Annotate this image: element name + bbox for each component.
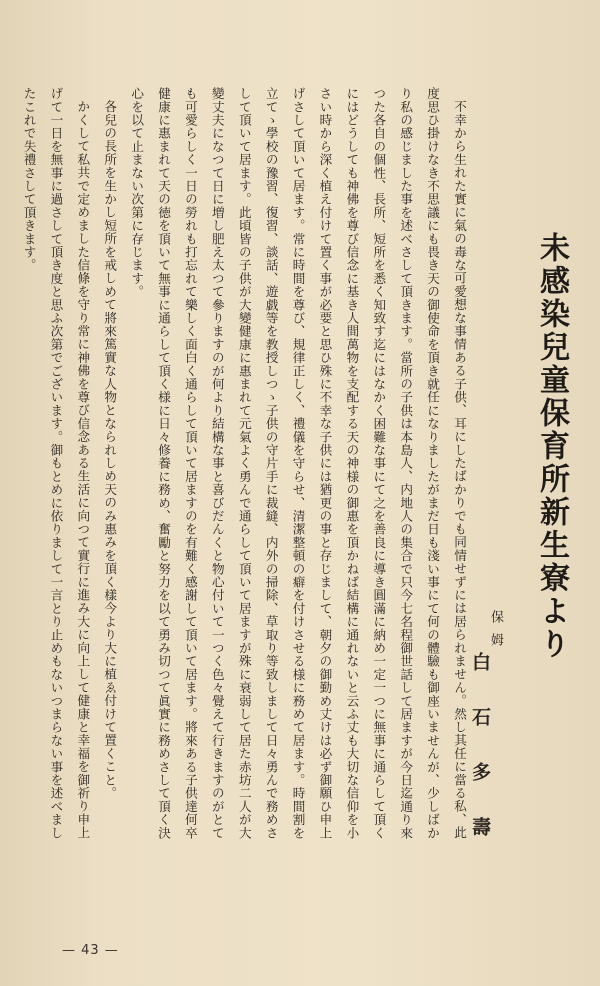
author-block	[470, 610, 502, 872]
page-number: — 43 —	[62, 943, 119, 958]
author-role: 保姆	[488, 610, 503, 656]
body-paragraph-2: 各兒の長所を生かし短所を戒しめて將來篤實な人物となられしめ天のみ惠みを頂く樣今より大に植ゑ付けて置くこと。	[102, 99, 118, 800]
article-body	[21, 87, 472, 847]
body-paragraph-1: 不幸から生れた實に氣の毒な可愛想な事情ある子供、耳にしたばかりでも同情せずには居られません。然し其任に當る私、此度思ひ掛けなき不思議にも畏き天の御使命を頂き就任になりましたがまだ日も淺い事にて何の體驗も御座いませんが、少しばかり私の感じました事を述べさして頂きます。當所の子供は本島人、内地人の集合で只今七名程御世話して居ますが今日迄通り來つた各自の個性、長所、短所を悉く知致す迄にはなかく困難な事にて之を善良に導き圓滿に納め一定一つに無事に通らして頂くにはどうしても神佛を尊び信念に基き人間萬物を支配する天の神様の御惠を頂かねば結構に通れないと云ふ丈も大切な信仰を小さい時から深く植え付けて置く事が必要と思ひ殊に不幸な子供には猶更の事と存じまして、朝夕の御勤め丈けは必ず御願ひ申上げさして頂いて居ます。常に時間を尊び、規律正しく、禮儀を守らせ、清潔整頓の癖を付けさせる様に務めて居ます。時間割を立てゝ學校の豫習、復習、談話、遊戯等を教授しつゝ子供の守片手に裁縫、内外の掃除、草取り等致しまして日々勇んで務めさして頂いて居ます。此頃皆の子供が大變健康に惠まれて元氣よく勇んで通らして頂いて居ますが殊に衰弱して居た赤坊二人が大變丈夫になつて日に増し肥え太つて參りますのが何より結構な事と喜びだんくと物心付いて一つく色々覺えて行きますのがとても可愛らしく一日の勞れも打忘れて樂しく面白く通らして頂いて居ますのを有難く感謝して頂いて居ます。將來ある子供達何卒健康に惠まれて天の徳を頂いて無事に通らして頂く様に日々修養に務め、奮勵と努力を以て勇み切つて眞實に務めさして頂く決心を以て止まない次第に存じます。	[129, 87, 467, 840]
body-paragraph-3: かくして私共で定めました信條を守り常に神佛を尊び信念ある生活に向つて實行に進み大に向上して健康と幸福を御祈り申上げて一日を無事に過さして頂き度と思ふ次第でございます。御もとめに依りまして一言とり止めもないつまらない事を述べましたこれで失禮さして頂きます。	[21, 87, 91, 840]
author-name: 白石多壽	[469, 652, 491, 872]
article-title: 未感染兒童保育所新生寮より	[534, 232, 569, 661]
